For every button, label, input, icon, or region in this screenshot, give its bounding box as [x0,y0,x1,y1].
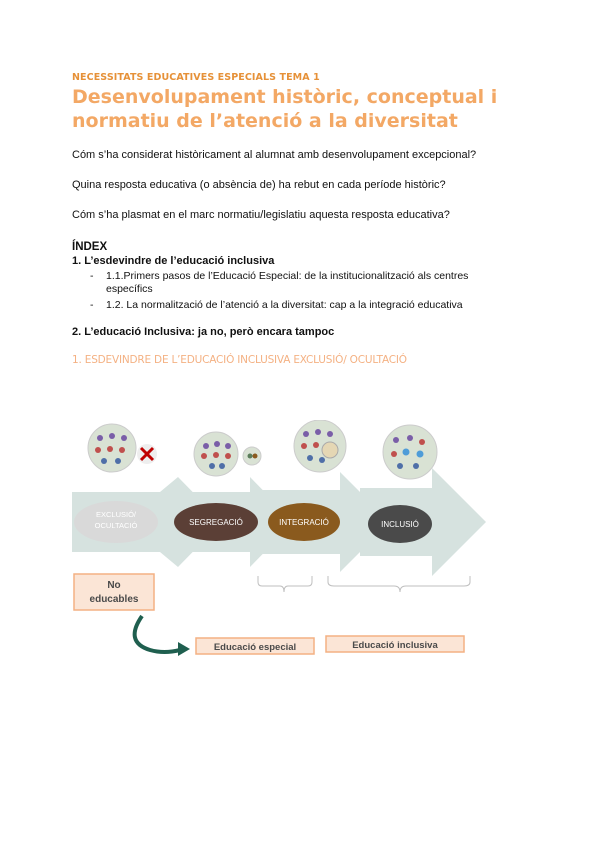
people-group-exclusio-icon [88,424,136,472]
subitem-1-1-line-1: 1.1.Primers pasos de l’Educació Especial: de la institucionalització als centres [106,270,469,282]
stage-segregacio-label: SEGREGACIÓ [189,518,243,527]
inclusion-evolution-diagram [72,420,486,660]
index-subitem-1-1 [90,270,532,296]
people-group-integracio-icon [294,420,346,472]
box-no-label-1: No [107,580,121,591]
index-sublist [72,270,532,312]
stage-integracio-label: INTEGRACIÓ [279,518,329,527]
stage-exclusio-label-1: EXCLUSIÓ/ [95,510,137,519]
index-section-1: 1. L’esdevindre de l’educació inclusiva [72,255,275,267]
box-no-label-2: educables [89,594,139,605]
subitem-1-1-line-2: específics [106,283,153,295]
box-especial-label: Educació especial [213,642,297,653]
index-section-2: 2. L’educació Inclusiva: ja no, però encara tampoc [72,326,335,338]
document-title [72,85,532,133]
index-subitem-1-2: - 1.2. La normalització de l’atenció a la diversitat: cap a la integració educativa [90,299,532,312]
question-1: Cóm s’ha considerat històricament al alumnat amb desenvolupament excepcional? [72,149,477,161]
excluded-person-icon [137,444,157,464]
document-kicker: NECESSITATS EDUCATIVES ESPECIALS TEMA 1 [72,72,320,83]
box-inclusiva-label: Educació inclusiva [352,640,438,651]
people-group-inclusio-icon [383,425,437,479]
document-page [72,72,532,366]
question-2: Quina resposta educativa (o absència de) ha rebut en cada període històric? [72,179,446,191]
title-line-1: Desenvolupament històric, conceptual i [72,86,498,108]
section-heading: 1. ESDEVINDRE DE L’EDUCACIÓ INCLUSIVA EXCLUSIÓ/ OCULTACIÓ [72,354,407,366]
index-heading: ÍNDEX [72,241,108,253]
stage-inclusio-label: INCLUSIÓ [381,520,419,529]
diagram-svg [72,420,486,660]
stage-exclusio-label-2: OCULTACIÓ [94,521,138,530]
question-3: Cóm s’ha plasmat en el marc normatiu/legislatiu aquesta resposta educativa? [72,209,450,221]
title-line-2: normatiu de l’atenció a la diversitat [72,110,458,132]
